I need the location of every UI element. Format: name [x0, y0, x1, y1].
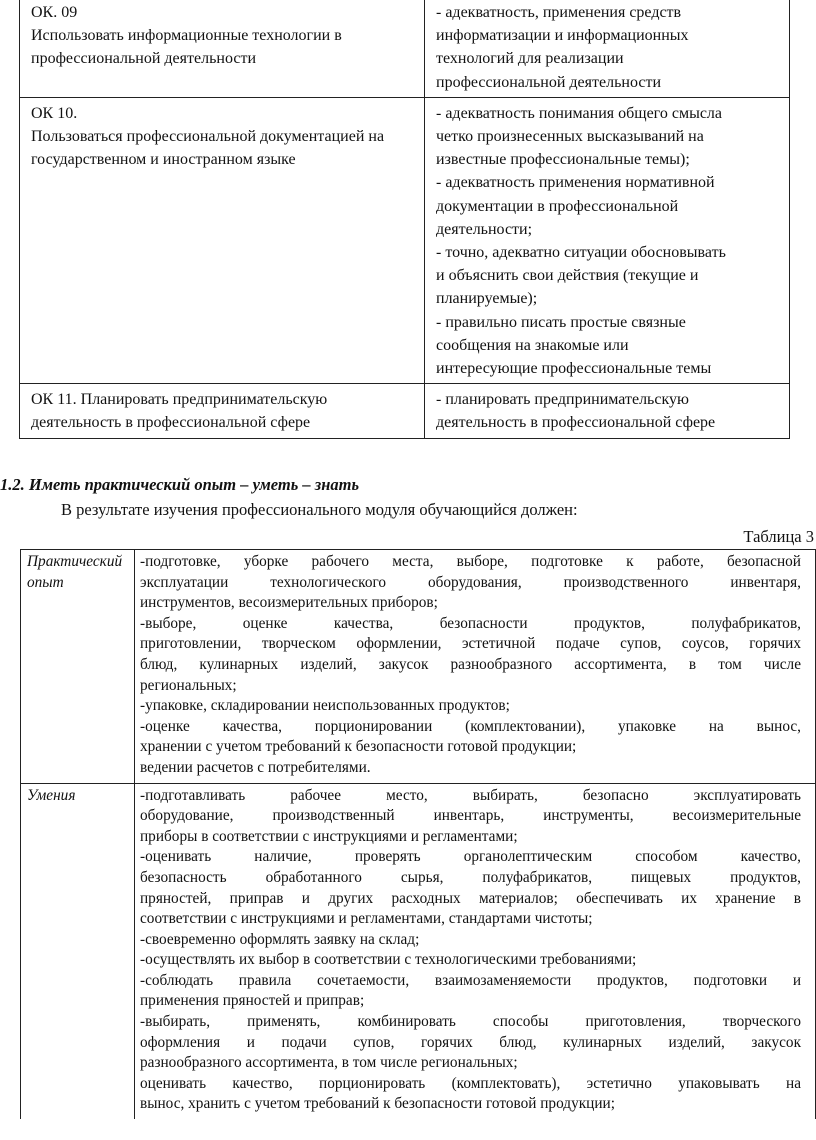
- outcome-text-line: приборы в соответствии с инструкциями и регламентами;: [140, 827, 518, 845]
- competency-indicator-line: четко произнесенных высказываний на: [436, 128, 704, 146]
- competency-indicator-line: деятельность в профессиональной сфере: [436, 414, 716, 432]
- outcome-text-cell: [135, 783, 816, 1119]
- competency-code-cell: [20, 384, 425, 438]
- outcome-text-line: оформления и подачи супов, горячих блюд, кулинарных изделий, закусок: [140, 1033, 801, 1051]
- competency-indicator-line: и объяснить свои действия (текущие и: [436, 267, 699, 285]
- competency-row: [20, 384, 790, 438]
- competency-indicator-line: - адекватность, применения средств: [436, 4, 682, 21]
- outcome-text-line: разнообразного ассортимента, в том числе региональных;: [140, 1054, 518, 1072]
- outcome-text-line: -выборе, оценке качества, безопасности продуктов, полуфабрикатов,: [140, 614, 801, 632]
- outcome-text-line: -подготовке, уборке рабочего места, выборе, подготовке к работе, безопасной: [140, 553, 801, 570]
- outcome-text-line: пряностей, приправ и других расходных материалов; обеспечивать их хранение в: [140, 889, 801, 907]
- outcome-text-line: вынос, хранить с учетом требований к безопасности готовой продукции;: [140, 1095, 615, 1113]
- outcome-text-line: -своевременно оформлять заявку на склад;: [140, 930, 420, 948]
- competency-indicator-line: - точно, адекватно ситуации обосновывать: [436, 244, 726, 262]
- outcome-text-line: -оценивать наличие, проверять органолептическим способом качество,: [140, 848, 801, 866]
- outcome-text-line: оборудование, производственный инвентарь, инструменты, весоизмерительные: [140, 807, 801, 825]
- competency-code-cell: [20, 97, 425, 383]
- competency-code-line: деятельность в профессиональной сфере: [31, 414, 311, 432]
- outcome-text-line: -осуществлять их выбор в соответствии с технологическими требованиями;: [140, 951, 637, 969]
- outcome-text-line: эксплуатации технологического оборудования, производственного инвентаря,: [140, 573, 801, 591]
- competency-indicator-cell: [425, 384, 790, 438]
- competency-indicator-line: сообщения на знакомые или: [436, 336, 629, 354]
- outcome-text-line: -оценке качества, порционировании (комплектовании), упаковке на вынос,: [140, 717, 801, 735]
- competency-row: [20, 0, 790, 97]
- outcome-row: [21, 783, 816, 1119]
- section-intro: В результате изучения профессионального модуля обучающийся должен:: [61, 500, 578, 519]
- outcome-label-cell: [21, 783, 135, 1119]
- outcome-text-line: -подготавливать рабочее место, выбирать, безопасно эксплуатировать: [140, 786, 801, 804]
- competency-indicator-line: - адекватность применения нормативной: [436, 174, 715, 192]
- competencies-table: [19, 0, 790, 439]
- outcome-text-line: инструментов, весоизмерительных приборов;: [140, 594, 438, 612]
- competency-indicator-line: информатизации и информационных: [436, 27, 689, 45]
- outcome-text-line: применения пряностей и приправ;: [140, 992, 365, 1010]
- outcome-row: [21, 550, 816, 784]
- competency-row: [20, 97, 790, 383]
- outcome-label-line: Умения: [27, 786, 76, 804]
- outcome-text-line: безопасность обработанного сырья, полуфабрикатов, пищевых продуктов,: [140, 868, 801, 886]
- competency-indicator-line: планируемые);: [436, 290, 538, 308]
- competency-code-line: государственном и иностранном языке: [31, 151, 296, 169]
- outcome-text-line: -упаковке, складировании неиспользованных продуктов;: [140, 697, 510, 715]
- competency-indicator-cell: [425, 97, 790, 383]
- outcome-text-line: ведении расчетов с потребителями.: [140, 758, 371, 776]
- competency-indicator-line: - правильно писать простые связные: [436, 313, 686, 331]
- competency-code-line: ОК 10.: [31, 104, 78, 122]
- outcome-text-line: хранении с учетом требований к безопасности готовой продукции;: [140, 738, 577, 756]
- outcome-text-line: приготовлении, творческом оформлении, эстетичной подаче супов, соусов, горячих: [140, 635, 801, 653]
- competency-indicator-line: известные профессиональные темы);: [436, 151, 690, 169]
- outcome-label-line: Практический: [27, 553, 123, 570]
- outcome-text-cell: [135, 550, 816, 784]
- competency-indicator-line: профессиональной деятельности: [436, 73, 661, 91]
- competency-indicator-line: деятельности;: [436, 220, 533, 238]
- competency-code-line: ОК 11. Планировать предпринимательскую: [31, 391, 328, 409]
- outcome-label-cell: [21, 550, 135, 784]
- competency-indicator-line: интересующие профессиональные темы: [436, 360, 712, 378]
- competency-code-line: ОК. 09: [31, 4, 78, 21]
- outcome-text-line: блюд, кулинарных изделий, закусок разнообразного ассортимента, в том числе: [140, 655, 801, 673]
- competency-code-line: Пользоваться профессиональной документацией на: [31, 128, 385, 146]
- competency-code-line: профессиональной деятельности: [31, 50, 256, 68]
- outcome-label-line: опыт: [27, 573, 64, 591]
- outcomes-table: [20, 549, 816, 1119]
- outcome-text-line: региональных;: [140, 676, 237, 694]
- outcome-text-line: -соблюдать правила сочетаемости, взаимозаменяемости продуктов, подготовки и: [140, 971, 801, 989]
- outcome-text-line: соответствии с инструкциями и регламентами, стандартами чистоты;: [140, 910, 593, 928]
- competency-code-cell: [20, 0, 425, 97]
- outcome-text-line: оценивать качество, порционировать (комплектовать), эстетично упаковывать на: [140, 1074, 801, 1092]
- competency-indicator-line: - адекватность понимания общего смысла: [436, 104, 722, 122]
- competency-indicator-line: - планировать предпринимательскую: [436, 391, 689, 409]
- competency-indicator-line: технологий для реализации: [436, 50, 624, 68]
- competency-code-line: Использовать информационные технологии в: [31, 27, 342, 45]
- table-caption: Таблица 3: [743, 527, 814, 546]
- competencies-table-body: [20, 0, 790, 438]
- section-heading: 1.2. Иметь практический опыт – уметь – знать: [0, 475, 360, 494]
- outcome-text-line: -выбирать, применять, комбинировать способы приготовления, творческого: [140, 1013, 801, 1031]
- competency-indicator-line: документации в профессиональной: [436, 197, 679, 215]
- outcomes-table-body: [21, 550, 816, 1120]
- competency-indicator-cell: [425, 0, 790, 97]
